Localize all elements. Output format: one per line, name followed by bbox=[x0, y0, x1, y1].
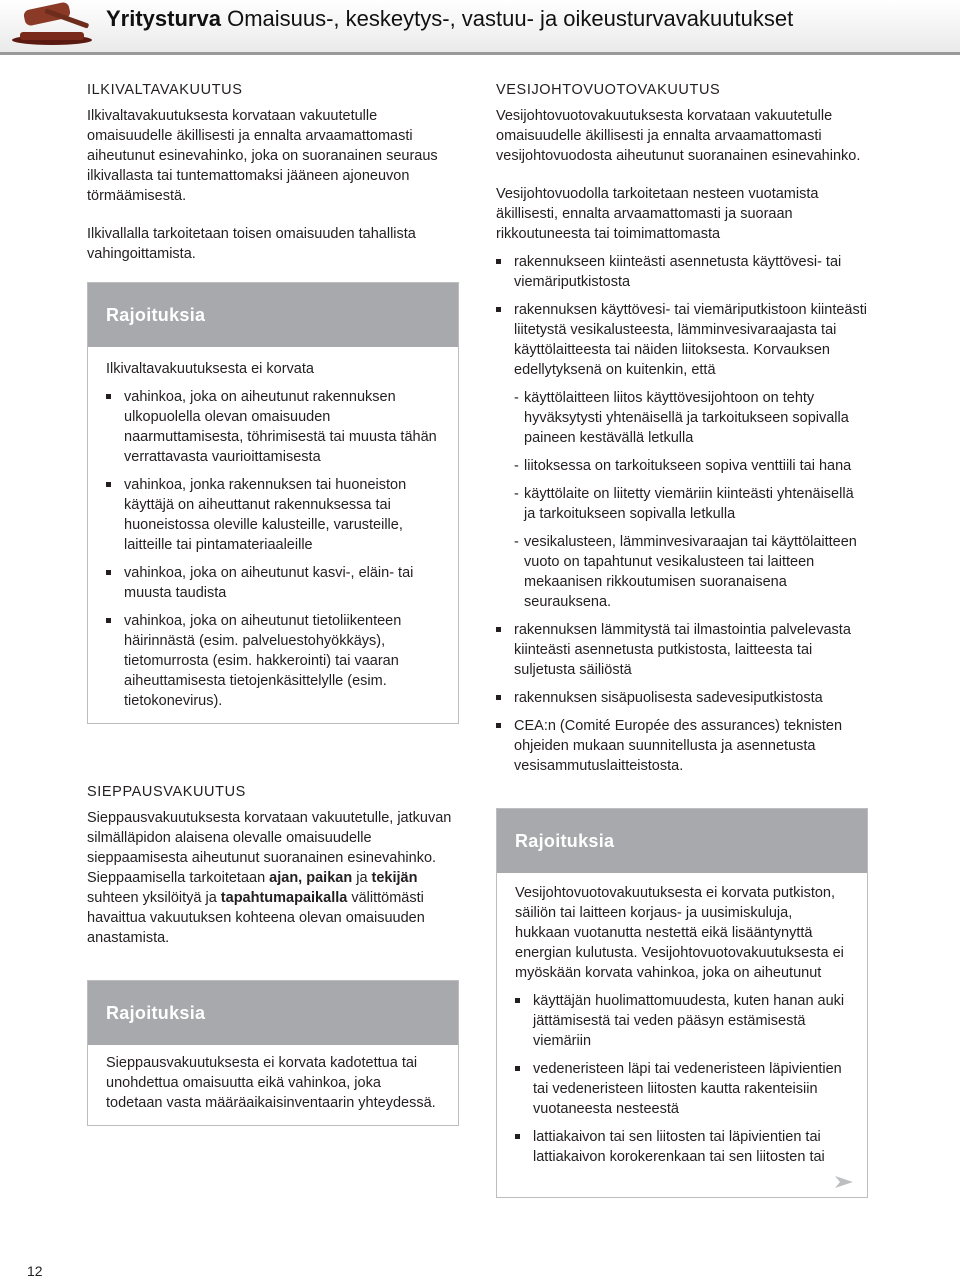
rajoituksia-box-vesijohto bbox=[496, 808, 868, 1198]
list-item: rakennuksen lämmitystä tai ilmastointia palvelevasta kiinteästi asennetusta putkistosta, laitteesta tai suljetusta säiliöstä bbox=[496, 620, 868, 680]
dash-item: - käyttölaitteen liitos käyttövesijohtoon on tehty hyväksytysti yhtenäisellä ja tarkoitukseen sopivalla paineen kestävällä letkulla bbox=[514, 390, 849, 446]
ilkivalta-paragraph-1: Ilkivaltavakuutuksesta korvataan vakuutetulle omaisuudelle äkillisesti ja ennalta arvaamattomasti aiheutunut esinevahinko, joka on suoranainen seuraus ilkivallasta tai tuntemattomaksi jääneen ajoneuvon törmäämisestä. bbox=[87, 108, 438, 204]
sieppaus-paragraph-1: Sieppausvakuutuksesta korvataan vakuutetulle, jatkuvan silmälläpidon alaisena olevalle omaisuudelle sieppaamisesta aiheutunut suoranainen esinevahinko. bbox=[87, 810, 452, 866]
list-item: vedeneristeen läpi tai vedeneristeen läpivientien tai vedeneristeen liitosten kautta rakenteisiin vuotaneesta nesteestä bbox=[515, 1059, 849, 1119]
sieppaus-heading: SIEPPAUSVAKUUTUS bbox=[87, 784, 246, 800]
left-column bbox=[87, 80, 459, 1126]
header-subtitle: Omaisuus-, keskeytys-, vastuu- ja oikeusturvavakuutukset bbox=[227, 6, 794, 31]
list-item: vahinkoa, joka on aiheutunut kasvi-, eläin- tai muusta taudista bbox=[106, 563, 440, 603]
ilkivalta-paragraph-2: Ilkivallalla tarkoitetaan toisen omaisuuden tahallista vahingoittamista. bbox=[87, 226, 416, 262]
sieppaus-paragraph-2: Sieppaamisella tarkoitetaan ajan, paikan ja tekijän suhteen yksilöityä ja tapahtumapaikalla välittömästi havaittua vakuutuksen kohteena olevan omaisuuden anastamista. bbox=[87, 870, 425, 946]
list-item: rakennuksen sisäpuolisesta sadevesiputkistosta bbox=[496, 688, 868, 708]
header-brand: Yritysturva bbox=[106, 6, 221, 31]
box-intro: Ilkivaltavakuutuksesta ei korvata bbox=[106, 361, 314, 377]
list-item: vahinkoa, joka on aiheutunut rakennuksen ulkopuolella olevan omaisuuden naarmuttamisesta, töhrimisestä tai muusta tähän verrattavasta vaurioittamisesta bbox=[106, 387, 440, 467]
rajoituksia-box-ilkivalta bbox=[87, 282, 459, 724]
continue-arrow-icon bbox=[835, 1175, 853, 1189]
dash-item: - liitoksessa on tarkoitukseen sopiva venttiili tai hana bbox=[514, 458, 852, 474]
box-title: Rajoituksia bbox=[88, 981, 458, 1045]
box-text: Sieppausvakuutuksesta ei korvata kadotettua tai unohdettua omaisuutta eikä vahinkoa, joka todetaan vasta määräaikaisinventaarin yhteydessä. bbox=[106, 1055, 436, 1111]
header-title bbox=[106, 6, 793, 32]
vesijohto-heading: VESIJOHTOVUOTOVAKUUTUS bbox=[496, 82, 721, 98]
list-item: rakennukseen kiinteästi asennetusta käyttövesi- tai viemäriputkistosta bbox=[496, 252, 868, 292]
page-header bbox=[0, 0, 960, 55]
list-item: CEA:n (Comité Européе des assurances) teknisten ohjeiden mukaan suunnitellusta ja asennetusta vesisammutuslaitteistosta. bbox=[496, 716, 868, 776]
rajoituksia-box-sieppaus bbox=[87, 980, 459, 1126]
gavel-icon bbox=[6, 2, 98, 46]
vesijohto-paragraph-1: Vesijohtovuotovakuutuksesta korvataan vakuutetulle omaisuudelle äkillisesti ja ennalta arvaamattomasti vesijohtovuodosta aiheutunut suoranainen esinevahinko. bbox=[496, 108, 861, 164]
box-title: Rajoituksia bbox=[88, 283, 458, 347]
dash-item: - vesikalusteen, lämminvesivaraajan tai käyttölaitteen vuoto on tapahtunut vesikalusteen tai laitteen mekaanisen rikkoutumisen suoranaisena seurauksena. bbox=[514, 534, 857, 610]
page-number: 12 bbox=[27, 1263, 43, 1279]
list-item: lattiakaivon tai sen liitosten tai läpivientien tai lattiakaivon korokerenkaan tai sen liitosten tai bbox=[515, 1127, 849, 1167]
ilkivalta-heading: ILKIVALTAVAKUUTUS bbox=[87, 82, 243, 98]
box-title: Rajoituksia bbox=[497, 809, 867, 873]
list-item: käyttäjän huolimattomuudesta, kuten hanan auki jättämisestä tai veden pääsyn estämisestä viemäriin bbox=[515, 991, 849, 1051]
list-item: vahinkoa, joka on aiheutunut tietoliikenteen häirinnästä (esim. palveluestohyökkäys), tietomurrosta (esim. hakkerointi) tai vaaran aiheuttamisesta tietojenkäsittelylle (esim. tietokonevirus). bbox=[106, 611, 440, 711]
list-item: rakennuksen käyttövesi- tai viemäriputkistoon kiinteästi liitetystä vesikalusteesta, lämminvesivaraajasta tai käyttölaitteesta tai näiden liitoksesta. Korvauksen edellytyksenä on kuitenkin, että bbox=[496, 300, 868, 380]
list-item: vahinkoa, jonka rakennuksen tai huoneiston käyttäjä on aiheuttanut rakennuksessa tai huoneistossa oleville kalusteille, varusteille, laitteille tai pintamateriaaleille bbox=[106, 475, 440, 555]
vesijohto-paragraph-2: Vesijohtovuodolla tarkoitetaan nesteen vuotamista äkillisesti, ennalta arvaamattomasti ja suoraan rikkoutuneesta tai toimimattomasta bbox=[496, 186, 819, 242]
right-column bbox=[496, 80, 868, 1198]
dash-item: - käyttölaite on liitetty viemäriin kiinteästi yhtenäisellä ja tarkoitukseen sopivalla letkulla bbox=[514, 486, 854, 522]
box-intro: Vesijohtovuotovakuutuksesta ei korvata putkiston, säiliön tai laitteen korjaus- ja uusimiskuluja, hukkaan vuotanutta nestettä eikä lisääntynyttä energian kulutusta. Vesijohtovuotovakuutuksesta ei myöskään korvata vahinkoa, joka on aiheutunut bbox=[515, 885, 844, 981]
